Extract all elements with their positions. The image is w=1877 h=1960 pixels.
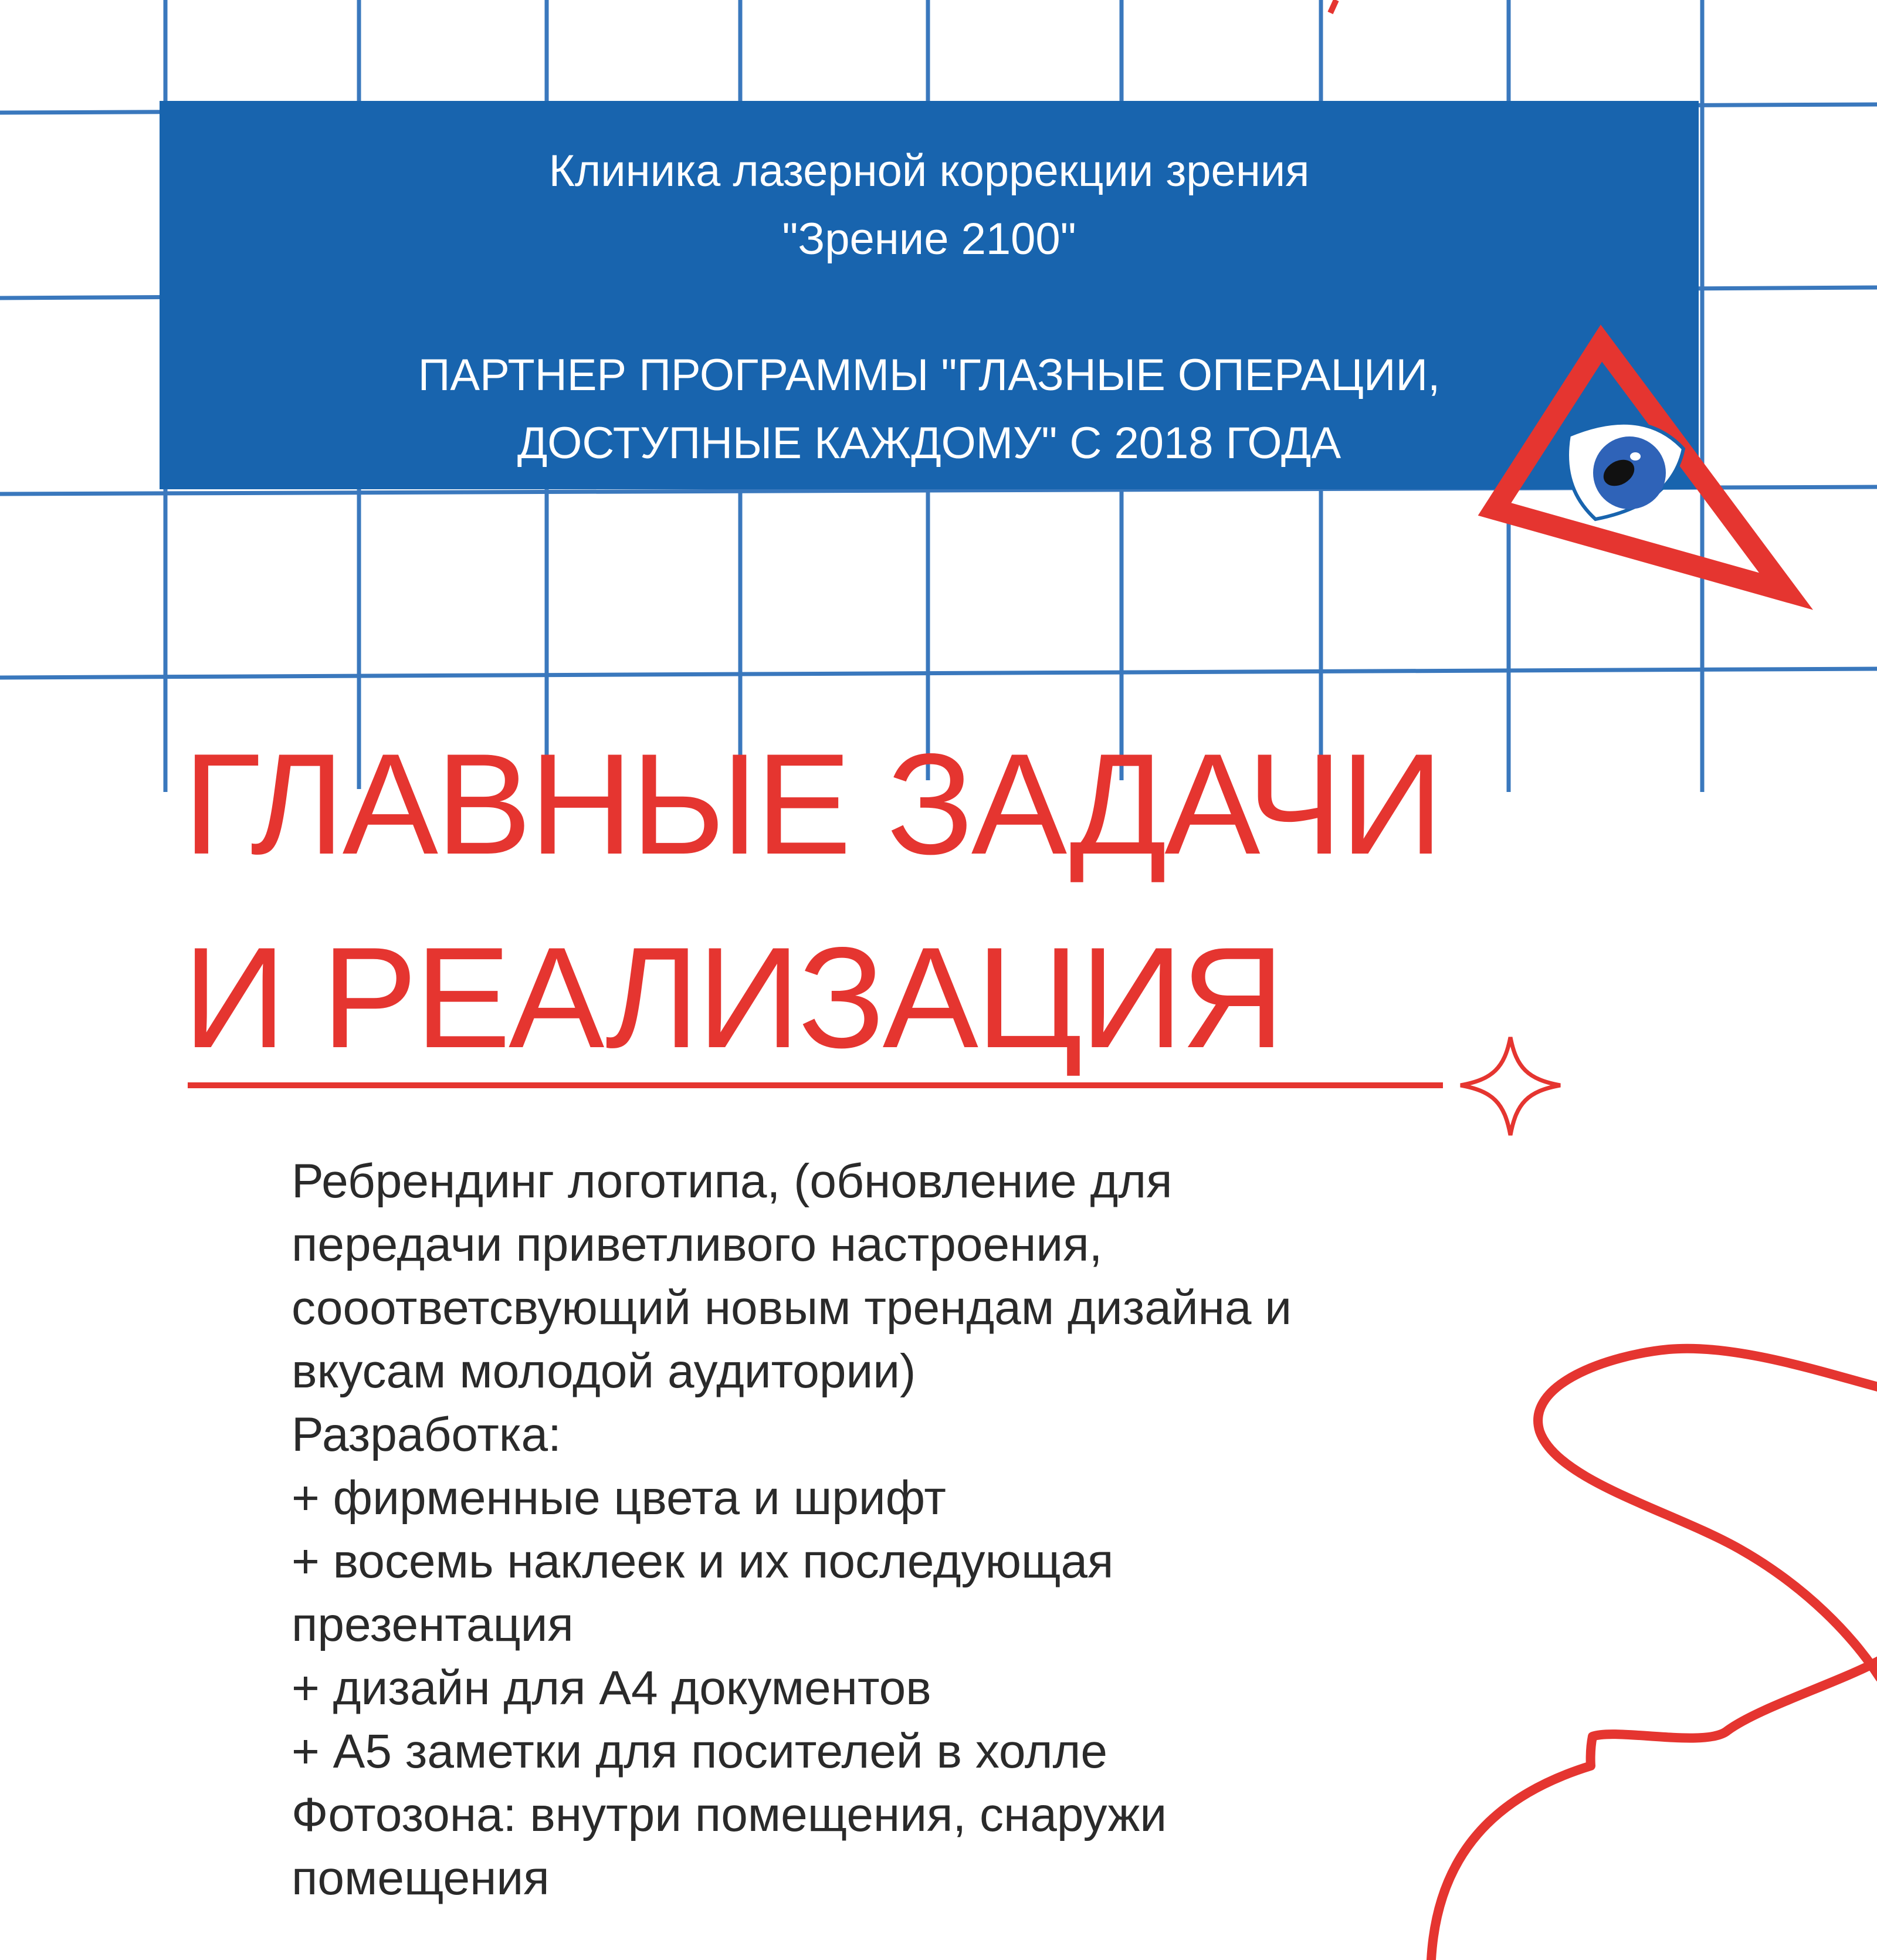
list-item: презентация xyxy=(292,1598,574,1651)
list-item: + фирменные цвета и шрифт xyxy=(292,1471,946,1525)
page-title xyxy=(183,707,1441,1094)
clinic-line-1: Клиника лазерной коррекции зрения xyxy=(548,146,1310,196)
partner-line-2: ДОСТУПНЫЕ КАЖДОМУ" С 2018 ГОДА xyxy=(517,418,1341,468)
text-line: Ребрендинг логотипа, (обновление для xyxy=(292,1155,1173,1208)
title-line-1: ГЛАВНЫЕ ЗАДАЧИ xyxy=(183,723,1441,884)
text-line: Фотозона: внутри помещения, снаружи xyxy=(292,1788,1167,1841)
list-item: + А5 заметки для посителей в холле xyxy=(292,1725,1107,1778)
text-line: передачи приветливого настроения, xyxy=(292,1218,1103,1271)
clinic-banner xyxy=(160,101,1699,489)
task-description xyxy=(292,1150,1465,1910)
title-line-2: И РЕАЛИЗАЦИЯ xyxy=(183,917,1283,1078)
clinic-name xyxy=(160,137,1699,273)
clinic-line-2: "Зрение 2100" xyxy=(782,214,1076,264)
title-divider xyxy=(188,1082,1443,1088)
text-line: Разработка: xyxy=(292,1408,561,1461)
list-item: + восемь наклеек и их последующая xyxy=(292,1535,1114,1588)
list-item: + дизайн для А4 документов xyxy=(292,1661,931,1715)
text-line: вкусам молодой аудитории) xyxy=(292,1345,916,1398)
partner-line-1: ПАРТНЕР ПРОГРАММЫ "ГЛАЗНЫЕ ОПЕРАЦИИ, xyxy=(418,350,1441,400)
text-line: сооответсвующий новым трендам дизайна и xyxy=(292,1281,1292,1335)
partner-text xyxy=(160,341,1699,478)
text-line: помещения xyxy=(292,1851,550,1905)
